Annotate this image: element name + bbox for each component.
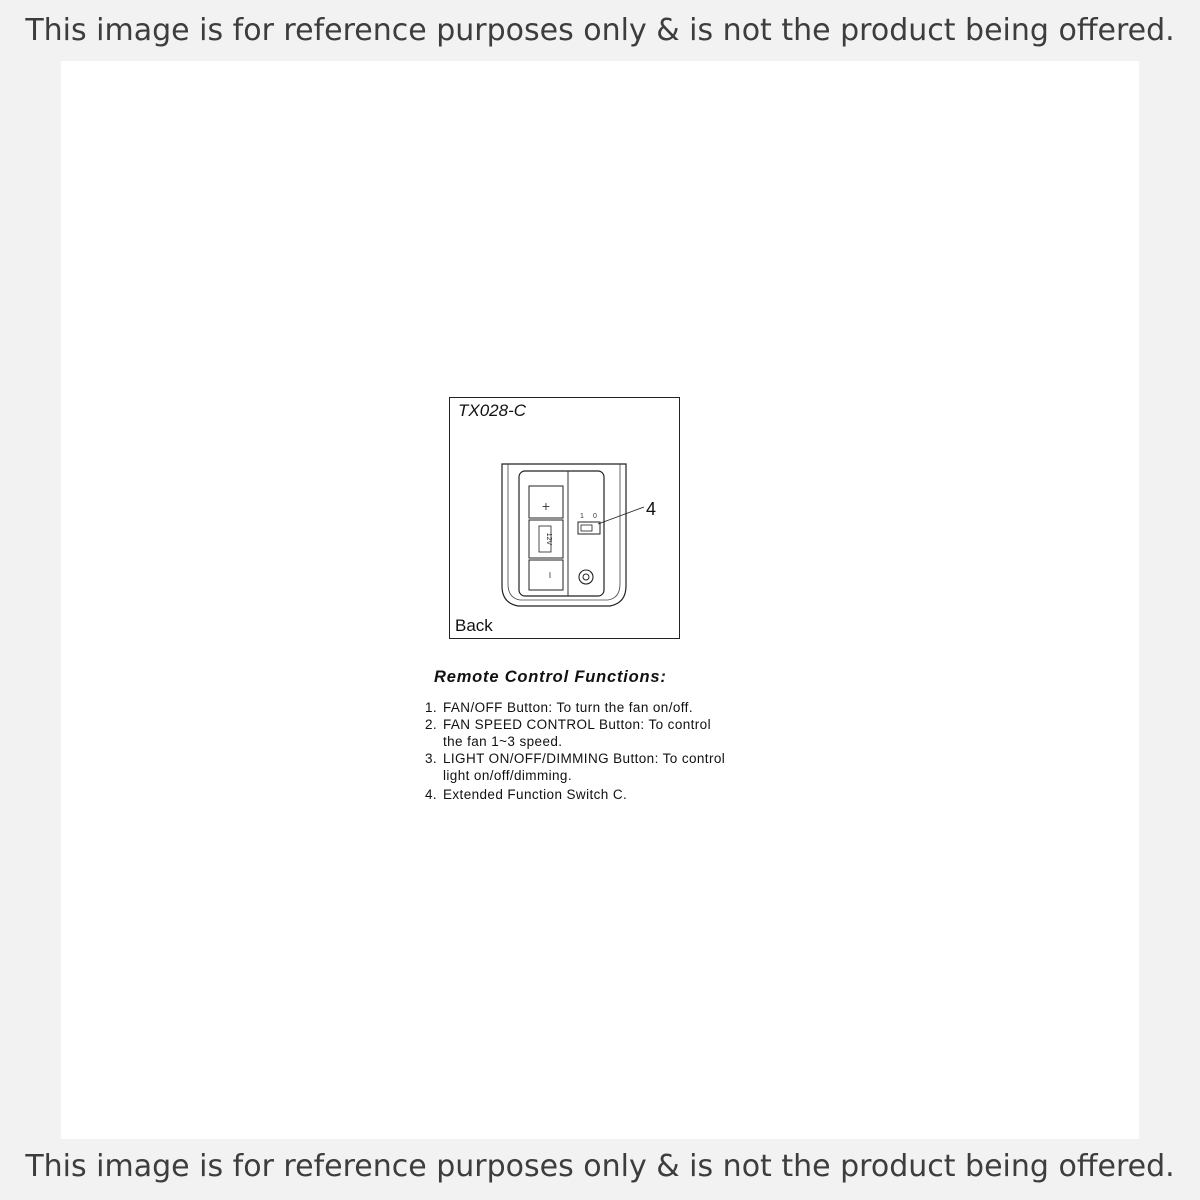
battery-voltage-label: 12V — [545, 532, 552, 546]
screw-inner — [583, 574, 589, 580]
function-item-text: Extended Function Switch C. — [443, 787, 628, 802]
function-item-number: 3. — [425, 751, 438, 766]
function-item-text: FAN SPEED CONTROL Button: To control — [443, 717, 711, 732]
function-item-number: 1. — [425, 700, 438, 715]
function-item — [424, 716, 824, 750]
remote-functions-section — [424, 668, 824, 803]
disclaimer-top: This image is for reference purposes only & is not the product being offered. — [25, 13, 1175, 48]
function-item-number: 2. — [425, 717, 438, 732]
function-item-text: light on/off/dimming. — [443, 768, 572, 783]
remote-body-outline — [502, 464, 626, 606]
switch-mark-left: 1 — [580, 513, 584, 520]
function-item — [424, 750, 824, 784]
function-item-text: FAN/OFF Button: To turn the fan on/off. — [443, 700, 693, 715]
functions-list — [424, 699, 824, 803]
function-item — [424, 699, 824, 716]
screw-outer — [579, 570, 593, 584]
functions-heading: Remote Control Functions: — [434, 668, 667, 686]
model-label: TX028-C — [458, 401, 527, 420]
callout-number-4: 4 — [646, 499, 657, 519]
remote-back-diagram — [449, 397, 680, 639]
function-item-text: LIGHT ON/OFF/DIMMING Button: To control — [443, 751, 726, 766]
function-item — [424, 786, 824, 803]
callout-leader — [598, 507, 644, 524]
battery-minus-symbol: − — [543, 571, 557, 579]
function-item-text: the fan 1~3 speed. — [443, 734, 563, 749]
function-item-number: 4. — [425, 787, 438, 802]
battery-plus-symbol: + — [541, 498, 551, 514]
switch-mark-right: 0 — [593, 513, 597, 520]
view-label: Back — [455, 616, 493, 635]
disclaimer-bottom: This image is for reference purposes only & is not the product being offered. — [25, 1149, 1175, 1184]
remote-body-inner-edge — [508, 464, 620, 600]
